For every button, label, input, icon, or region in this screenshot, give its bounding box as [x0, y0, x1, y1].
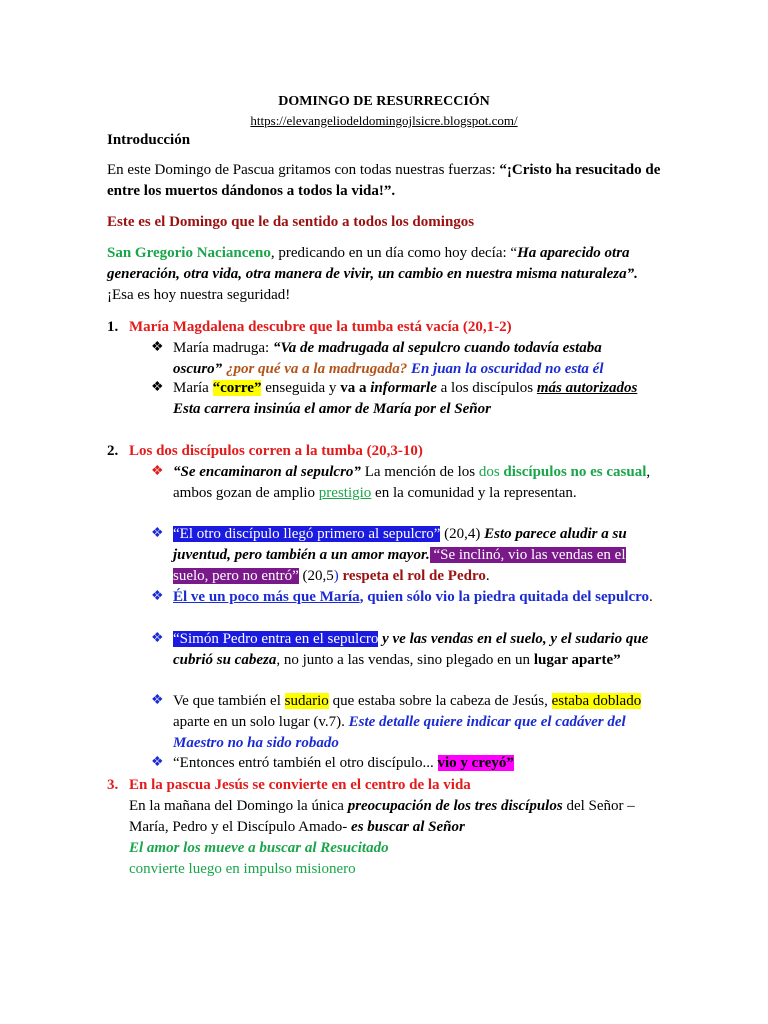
bullet-icon: ❖ [151, 755, 164, 770]
section-1-item-1: María madruga: “Va de madrugada al sepulcro cuando todavía estaba oscuro” ¿por qué va a la madrugada? En juan la oscuridad no esta él [173, 340, 604, 377]
section-3-heading: En la pascua Jesús se convierte en el centro de la vida [129, 777, 471, 793]
intro-heading: Introducción [107, 132, 191, 148]
bullet-icon: ❖ [151, 693, 164, 708]
intro-paragraph-2: Este es el Domingo que le da sentido a todos los domingos [107, 214, 475, 230]
bullet-icon: ❖ [151, 526, 164, 541]
bullet-icon: ❖ [151, 631, 164, 646]
section-2-item-1: “Se encaminaron al sepulcro” La mención de los dos discípulos no es casual, ambos gozan de amplio prestigio en la comunidad y la representan. [173, 464, 651, 501]
section-2-item-3: Él ve un poco más que María, quien sólo vio la piedra quitada del sepulcro. [173, 589, 653, 605]
intro-paragraph-1: En este Domingo de Pascua gritamos con todas nuestras fuerzas: “¡Cristo ha resucitado de entre los muertos dándonos a todos la vida!”. [107, 162, 661, 199]
section-2-item-5: Ve que también el sudario que estaba sobre la cabeza de Jesús, estaba doblado aparte en un solo lugar (v.7). Este detalle quiere indicar que el cadáver del Maestro no ha sido robado [173, 693, 642, 751]
bullet-icon: ❖ [151, 589, 164, 604]
bullet-icon: ❖ [151, 340, 164, 355]
section-2-item-2: “El otro discípulo llegó primero al sepulcro” (20,4) Esto parece aludir a su juventud, pero también a un amor mayor. “Se inclinó, vio las vendas en el suelo, pero no entró” (20,5) respeta el rol de Pedro. [173, 526, 627, 584]
section-3-paragraph: En la mañana del Domingo la única preocupación de los tres discípulos del Señor –María, Pedro y el Discípulo Amado- es buscar al Señor [129, 798, 635, 835]
bullet-icon: ❖ [151, 380, 164, 395]
section-2-number: 2. [107, 443, 119, 459]
section-2-item-6: “Entonces entró también el otro discípulo... vio y creyó” [173, 755, 514, 771]
section-1-item-2: María “corre” enseguida y va a informarle a los discípulos más autorizados Esta carrera insinúa el amor de María por el Señor [173, 380, 638, 417]
blog-link[interactable]: https://elevangeliodeldomingojlsicre.blogspot.com/ [250, 113, 518, 128]
intro-paragraph-3: San Gregorio Nacianceno, predicando en un día como hoy decía: “Ha aparecido otra generación, otra vida, otra manera de vivir, un cambio en nuestra misma naturaleza”. ¡Esa es hoy nuestra seguridad! [107, 245, 638, 303]
section-3-number: 3. [107, 777, 119, 793]
bullet-icon: ❖ [151, 464, 164, 479]
document-title: DOMINGO DE RESURRECCIÓN [278, 94, 490, 109]
section-2-heading: Los dos discípulos corren a la tumba (20,3-10) [129, 443, 423, 459]
section-3-line-2: El amor los mueve a buscar al Resucitado [129, 840, 389, 856]
section-1-heading: María Magdalena descubre que la tumba está vacía (20,1-2) [129, 319, 512, 335]
section-3-line-3: convierte luego en impulso misionero [129, 861, 356, 877]
section-1-number: 1. [107, 319, 119, 335]
section-2-item-4: “Simón Pedro entra en el sepulcro y ve las vendas en el suelo, y el sudario que cubrió su cabeza, no junto a las vendas, sino plegado en un lugar aparte” [173, 631, 649, 668]
